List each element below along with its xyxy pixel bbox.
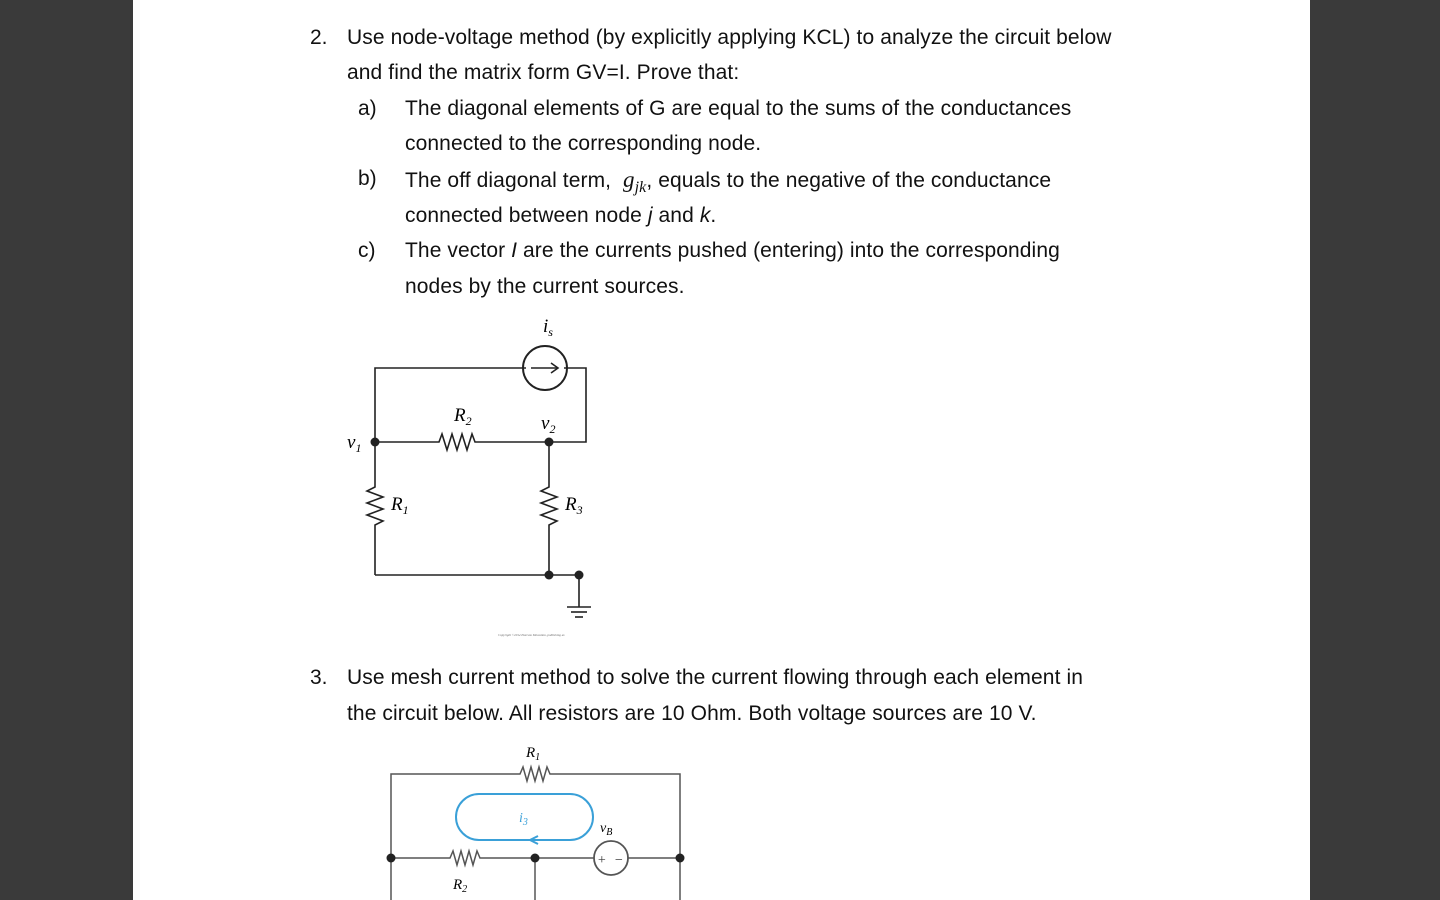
document-page (133, 0, 1310, 900)
vb-label: $v_B$ (600, 821, 613, 838)
item-a-line-1: The diagonal elements of G are equal to the sums of the conductances (405, 97, 1072, 120)
mesh-node-right (676, 854, 685, 863)
item-b-label: b) (358, 167, 377, 190)
item-b-line2-mid: and (652, 204, 700, 227)
r1-label: $R_1$ (391, 494, 409, 517)
copyright-note: Copyright ©2014 Pearson Education, publishing as (498, 633, 565, 637)
item-b-text-post: , equals to the negative of the conductance (646, 169, 1052, 192)
i3-label: $i_3$ (519, 811, 528, 828)
vector-i: I (511, 239, 518, 262)
problem-2-number: 2. (310, 26, 328, 49)
r2-label: $R_2$ (454, 405, 472, 428)
item-a-line-2: connected to the corresponding node. (405, 132, 762, 155)
mesh-node-left (387, 854, 396, 863)
resistor-r2-mesh (391, 851, 594, 865)
v1-label: $v_1$ (347, 432, 362, 455)
item-c-pre: The vector (405, 239, 512, 262)
item-c-post: are the currents pushed (entering) into the corresponding (517, 239, 1060, 262)
item-a-label: a) (358, 97, 377, 120)
item-c-label: c) (358, 239, 376, 262)
problem-3-line-2: the circuit below. All resistors are 10 Ohm. Both voltage sources are 10 V. (347, 702, 1037, 725)
jk-subscript: jk (634, 179, 647, 196)
item-b-text-pre: The off diagonal term, (405, 169, 612, 192)
node-k: k (699, 204, 711, 227)
mesh-current-circuit (133, 0, 1310, 900)
minus-sign: − (614, 853, 624, 868)
item-b-line2-post: . (710, 204, 717, 227)
r2-mesh-label: $R_2$ (453, 877, 468, 895)
r3-label: $R_3$ (565, 494, 583, 517)
problem-3-number: 3. (310, 666, 328, 689)
problem-3-line-1: Use mesh current method to solve the current flowing through each element in (347, 666, 1083, 689)
problem-2-line-2: and find the matrix form GV=I. Prove that: (347, 61, 740, 84)
r1-mesh-label: $R_1$ (526, 745, 541, 763)
item-c-line-2: nodes by the current sources. (405, 275, 685, 298)
mesh-node-center (531, 854, 540, 863)
plus-sign: + (597, 853, 607, 868)
problem-2-line-1: Use node-voltage method (by explicitly applying KCL) to analyze the circuit below (347, 26, 1112, 49)
source-label: $i_s$ (543, 316, 553, 339)
g-symbol: g (622, 167, 635, 192)
v2-label: $v_2$ (541, 413, 556, 436)
item-b-line2-pre: connected between node (405, 204, 648, 227)
node-j: j (647, 204, 653, 227)
